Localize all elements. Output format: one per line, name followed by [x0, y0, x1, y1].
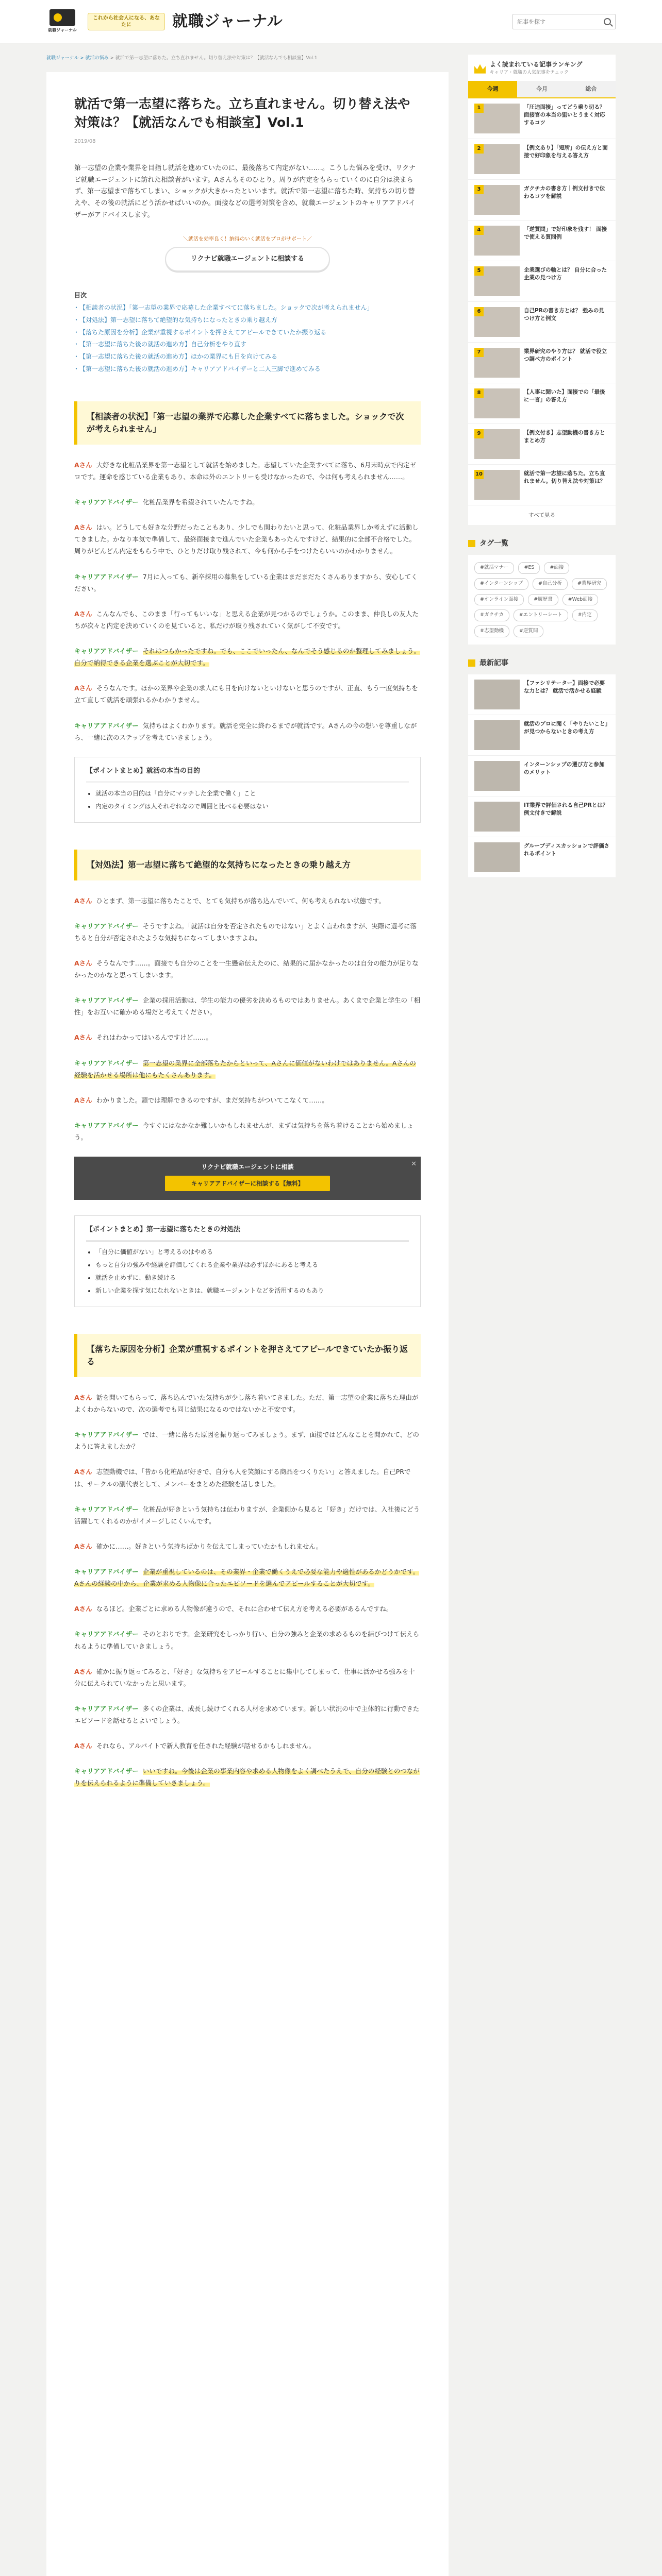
article-thumbnail[interactable] — [474, 104, 520, 133]
speaker-student: Aさん — [74, 1742, 92, 1750]
tag-chip[interactable]: #面接 — [544, 562, 569, 574]
ranking-item[interactable] — [468, 302, 616, 343]
tag-chip[interactable]: #Web面接 — [562, 594, 599, 606]
toc-item[interactable]: ・ 【対処法】第一志望に落ちて絶望的な気持ちになったときの乗り越え方 — [74, 315, 421, 326]
point-item: • もっと自分の強みや経験を評価してくれる企業や業界は必ずほかにあると考える — [95, 1260, 409, 1270]
dialog-line — [74, 994, 421, 1018]
speaker-advisor: キャリアアドバイザー — [74, 1121, 139, 1129]
point-item: • 「自分に価値がない」と考えるのはやめる — [95, 1247, 409, 1258]
breadcrumb — [46, 55, 449, 63]
rank-number: 1 — [474, 104, 484, 113]
speaker-advisor: キャリアアドバイザー — [74, 996, 139, 1005]
ranking-subtitle: キャリア・就職の人気記事をチェック — [490, 70, 569, 75]
dialog-line — [74, 1503, 421, 1527]
dialog-text: そうなんです。ほかの業界や企業の求人にも目を向けないといけないと思うのですが、正直、もう一度気持ちを立て直して就活を頑張れるかわかりません。 — [74, 684, 418, 704]
tag-chip[interactable]: #内定 — [572, 609, 598, 621]
ranking-item[interactable] — [468, 383, 616, 424]
dialog-line — [74, 1740, 421, 1752]
speaker-student: Aさん — [74, 959, 92, 967]
rank-number: 5 — [474, 266, 484, 276]
speaker-advisor: キャリアアドバイザー — [74, 647, 139, 655]
dialog-section-2 — [74, 895, 421, 1144]
new-article-item[interactable] — [468, 715, 616, 756]
article-thumbnail[interactable] — [474, 185, 520, 215]
logo-mark-icon — [49, 9, 75, 26]
cta-note: ＼就活を効率良く！納得のいく就活をプロがサポート／ — [183, 236, 312, 242]
dialog-line — [74, 1666, 421, 1689]
dialog-text: それなら、アルバイトで新人教育を任された経験が話せるかもしれません。 — [96, 1742, 316, 1750]
article-thumbnail[interactable] — [474, 144, 520, 174]
tag-chip[interactable]: #エントリーシート — [514, 609, 568, 621]
point-summary-2 — [74, 1215, 421, 1307]
speaker-advisor: キャリアアドバイザー — [74, 721, 139, 730]
dialog-line — [74, 608, 421, 632]
ranking-list — [468, 98, 616, 505]
dialog-line — [74, 1120, 421, 1143]
square-icon — [468, 540, 475, 547]
speaker-student: Aさん — [74, 1542, 92, 1550]
dialog-line — [74, 1429, 421, 1452]
toc-item[interactable]: ・ 【落ちた原因を分析】企業が重視するポイントを押さえてアピールできていたか振り返る — [74, 328, 421, 338]
rank-number: 2 — [474, 144, 484, 154]
tag-chip[interactable]: #志望動機 — [474, 625, 509, 637]
new-article-item[interactable] — [468, 837, 616, 878]
rank-number: 7 — [474, 348, 484, 357]
rank-number: 9 — [474, 429, 484, 438]
ranking-item-title[interactable]: 【例文付き】志望動機の書き方とまとめ方 — [524, 429, 605, 444]
new-article-item[interactable] — [468, 796, 616, 837]
dialog-line — [74, 459, 421, 483]
tab-monthly[interactable]: 今月 — [517, 81, 566, 97]
dialog-text: 化粧品業界を希望されていたんですね。 — [142, 498, 259, 506]
ranking-tabs — [468, 81, 616, 98]
speaker-student: Aさん — [74, 1033, 92, 1042]
dialog-line — [74, 682, 421, 706]
site-logo[interactable] — [46, 8, 78, 36]
article-lead: 第一志望の企業や業界を目指し就活を進めていたのに、最後落ちて内定がない……。こうした悩みを受け、リクナビ就職エージェントに訪れた相談者がいます。Aさんもそのひとり。周りが内定をもらっていくのに自分は決まらず、第一志望まで落ちてしまい、ショックが大きかったといいます。就活で第一志望に落ちた時、気持ちの切り替えや、その後の就活にどう活かせばいいのか。面接などの選考対策を含め、就職エージェントのキャリアアドバイザーがアドバイスします。 — [74, 164, 416, 219]
new-article-title[interactable]: 就活のプロに聞く「やりたいこと」が見つからないときの考え方 — [524, 721, 608, 735]
ranking-item[interactable] — [468, 343, 616, 383]
dialog-text: こんなんでも、このまま「行ってもいいな」と思える企業が見つかるのでしょうか。このまま、仲良しの友人たちが次々と内定を決めていくのを見ていると、私だけが取り残されていく気がして不安です。 — [74, 609, 419, 630]
rank-number: 10 — [474, 470, 484, 479]
toc-title: 目次 — [74, 292, 87, 299]
dialog-text: それはつらかったですね。でも、ここでいったん、なんでそう感じるのか整理してみましょう。自分で納得できる企業を選ぶことが大切です。 — [74, 647, 421, 667]
dialog-text: 大好きな化粧品業界を第一志望として就活を始めました。志望していた企業すべてに落ち、6月末時点で内定ゼロです。運命を感じている企業もあり、本命は外のエントリーも受けなかったので、今は何も考えられません……。 — [74, 461, 416, 481]
dialog-line — [74, 1392, 421, 1415]
new-article-title[interactable]: 【ファシリテーター】面接で必要な力とは？ 就活で活かせる経験 — [524, 680, 605, 694]
ranking-item-title[interactable]: 「逆質問」で好印象を残す！ 面接で使える質問例 — [524, 226, 607, 240]
new-article-list — [468, 674, 616, 878]
point-item: • 内定のタイミングは人それぞれなので周囲と比べる必要はない — [95, 801, 409, 812]
header-tagline: これから社会人になる、あなたに — [88, 13, 165, 30]
ranking-item-title[interactable]: 【人事に聞いた】面接での「最後に一言」の答え方 — [524, 388, 605, 403]
dialog-text: 7月に入っても、新卒採用の募集をしている企業はまだまだたくさんありますから、安心してください。 — [74, 572, 418, 592]
banner-consult-button[interactable]: キャリアアドバイザーに相談する【無料】 — [165, 1176, 330, 1191]
speaker-student: Aさん — [74, 1096, 92, 1104]
ranking-item-title[interactable]: 就活で第一志望に落ちた。立ち直れません。切り替え法や対策は？ — [524, 470, 606, 484]
toc-item[interactable]: ・ 【第一志望に落ちた後の就活の進め方】自己分析をやり直す — [74, 340, 421, 350]
tag-list — [468, 555, 616, 644]
new-article-title[interactable]: インターンシップの選び方と参加のメリット — [524, 761, 605, 776]
table-of-contents — [74, 290, 421, 375]
tag-chip[interactable]: #ガクチカ — [474, 609, 509, 621]
dialog-text: 化粧品が好きという気持ちは伝わりますが、企業側から見ると「好き」だけでは、入社後にどう活躍してくれるのかがイメージしにくいんです。 — [74, 1505, 420, 1525]
speaker-advisor: キャリアアドバイザー — [74, 1630, 139, 1638]
point-item: • 就活の本当の目的は「自分にマッチした企業で働く」こと — [95, 788, 409, 799]
tag-chip[interactable]: #逆質問 — [514, 625, 543, 637]
dialog-text: 確かに振り返ってみると、「好き」な気持ちをアピールすることに集中してしまって、仕事に活かせる強みを十分に伝えられていなかったと思います。 — [74, 1667, 415, 1687]
speaker-student: Aさん — [74, 1393, 92, 1401]
dialog-line — [74, 1628, 421, 1652]
new-article-item[interactable] — [468, 674, 616, 715]
speaker-advisor: キャリアアドバイザー — [74, 1059, 139, 1067]
point-summary-1 — [74, 757, 421, 823]
tag-chip[interactable]: #ES — [518, 562, 540, 574]
speaker-advisor: キャリアアドバイザー — [74, 1767, 139, 1775]
ranking-item-title[interactable]: ガクチカの書き方｜例文付きで伝わるコツを解説 — [524, 185, 605, 199]
dialog-text: そうですよね。「就活は自分を否定されたものではない」とよく言われますが、実際に選考に落ちると自分が否定されたような気持ちになってしまいますよね。 — [74, 922, 417, 942]
breadcrumb-category[interactable]: > 就活の悩み — [80, 56, 109, 61]
section-heading-coping: 【対処法】第一志望に落ちて絶望的な気持ちになったときの乗り越え方 — [74, 850, 421, 880]
speaker-student: Aさん — [74, 1605, 92, 1613]
tag-chip[interactable]: #就活マナー — [474, 562, 514, 574]
article-thumbnail[interactable] — [474, 761, 520, 791]
dialog-line — [74, 1603, 421, 1615]
dialog-line — [74, 1466, 421, 1489]
dialog-text: 第一志望の業界に全部落ちたからといって、Aさんに価値がないわけではありません。Aさんの経験を活かせる場所は他にもたくさんあります。 — [74, 1059, 416, 1079]
article-thumbnail[interactable] — [474, 720, 520, 750]
dialog-line — [74, 920, 421, 944]
ranking-item-title[interactable]: 企業選びの軸とは？ 自分に合った企業の見つけ方 — [524, 266, 607, 281]
sidebar — [468, 55, 616, 2576]
ranking-item[interactable] — [468, 180, 616, 221]
speaker-student: Aさん — [74, 896, 92, 905]
dialog-section-3 — [74, 1392, 421, 1789]
search-icon[interactable] — [604, 18, 611, 25]
ranking-item[interactable] — [468, 98, 616, 139]
cta-section — [74, 235, 421, 272]
new-articles-heading — [468, 657, 616, 670]
article-thumbnail[interactable] — [474, 470, 520, 500]
new-article-item[interactable] — [468, 756, 616, 796]
dialog-text: 志望動機では、「昔から化粧品が好きで、自分も人を笑顔にする商品をつくりたい」と答えました。自己PRでは、サークルの副代表として、メンバーをまとめた経験を話しました。 — [74, 1468, 411, 1488]
close-icon[interactable]: ✕ — [411, 1160, 417, 1168]
dialog-text: それはわかってはいるんですけど……。 — [96, 1033, 212, 1042]
article-thumbnail[interactable] — [474, 348, 520, 378]
ranking-item[interactable] — [468, 139, 616, 180]
brand-title[interactable]: 就職ジャーナル — [172, 12, 283, 30]
dialog-line — [74, 1031, 421, 1043]
square-icon — [468, 659, 475, 667]
crown-icon — [474, 64, 486, 74]
consult-banner — [74, 1157, 421, 1200]
ranking-title: よく読まれている記事ランキング — [490, 61, 583, 68]
tab-weekly[interactable]: 今週 — [468, 81, 517, 97]
dialog-line — [74, 1765, 421, 1789]
tags-title: タグ一覧 — [479, 539, 508, 548]
dialog-line — [74, 895, 421, 907]
article-thumbnail[interactable] — [474, 680, 520, 709]
dialog-line — [74, 571, 421, 595]
tags-heading — [468, 537, 616, 550]
dialog-text: ひとまず、第一志望に落ちたことで、とても気持ちが落ち込んでいて、何も考えられない状態です。 — [96, 896, 385, 905]
dialog-text: 確かに……。好きという気持ちばかりを伝えてしまっていたかもしれません。 — [96, 1542, 322, 1550]
new-article-title[interactable]: グループディスカッションで評価されるポイント — [524, 843, 610, 857]
speaker-student: Aさん — [74, 1667, 92, 1675]
dialog-section-1 — [74, 459, 421, 743]
toc-item[interactable]: ・ 【第一志望に落ちた後の就活の進め方】ほかの業界にも目を向けてみる — [74, 352, 421, 362]
agent-consult-button[interactable]: リクナビ就職エージェントに相談する — [165, 247, 330, 272]
article-thumbnail[interactable] — [474, 842, 520, 872]
point-item: • 新しい企業を探す気になれないときは、就職エージェントなどを活用するのもあり — [95, 1285, 409, 1296]
ranking-item[interactable] — [468, 424, 616, 465]
dialog-text: 話を聞いてもらって、落ち込んでいた気持ちが少し落ち着いてきました。ただ、第一志望の企業に落ちた理由がよくわからないので、次の選考でも同じ結果になるのではないかと不安です。 — [74, 1393, 419, 1414]
site-header — [0, 0, 662, 43]
section-heading-analysis: 【落ちた原因を分析】企業が重視するポイントを押さえてアピールできていたか振り返る — [74, 1334, 421, 1377]
new-title: 最新記事 — [479, 658, 508, 667]
new-article-title[interactable]: IT業界で評価される自己PRとは？ 例文付きで解説 — [524, 802, 608, 817]
dialog-line — [74, 1057, 421, 1081]
point-title: 【ポイントまとめ】就活の本当の目的 — [86, 766, 409, 783]
speaker-advisor: キャリアアドバイザー — [74, 1704, 139, 1713]
speaker-advisor: キャリアアドバイザー — [74, 1431, 139, 1439]
article-body — [46, 72, 449, 2576]
dialog-line — [74, 957, 421, 981]
banner-title: リクナビ就職エージェントに相談 — [201, 1163, 294, 1171]
dialog-line — [74, 1094, 421, 1106]
rank-number: 3 — [474, 185, 484, 194]
ranking-item-title[interactable]: 自己PRの書き方とは？ 強みの見つけ方と例文 — [524, 307, 604, 321]
dialog-text: そのとおりです。企業研究をしっかり行い、自分の強みと企業の求めるものを結びつけて伝えられるように準備していきましょう。 — [74, 1630, 420, 1650]
rank-number: 4 — [474, 226, 484, 235]
breadcrumb-current: > 就活で第一志望に落ちた。立ち直れません。切り替え法や対策は？【就活なんでも相談室】Vol.1 — [110, 56, 318, 61]
tag-chip[interactable]: #オンライン面接 — [474, 594, 524, 606]
dialog-line — [74, 720, 421, 743]
dialog-text: そうなんです……。面接でも自分のことを一生懸命伝えたのに、結果的に届かなかったのは自分の能力が足りなかったのかなと思ってしまいます。 — [74, 959, 419, 979]
dialog-text: 気持ちはよくわかります。就活を完全に終わるまでが就活です。Aさんの今の想いを尊重しながら、一緒に次のステップを考えていきましょう。 — [74, 721, 417, 741]
dialog-line — [74, 496, 421, 508]
article-thumbnail[interactable] — [474, 266, 520, 296]
ranking-item-title[interactable]: 【例文あり】「短所」の伝え方と面接で好印象を与える答え方 — [524, 144, 608, 159]
speaker-student: Aさん — [74, 609, 92, 618]
toc-item[interactable]: ・ 【相談者の状況】「第一志望の業界で応募した企業すべてに落ちました。ショックで次が考えられません」 — [74, 303, 421, 313]
dialog-text: はい。どうしても好きな分野だったこともあり、少しでも関わりたいと思って、化粧品業界しか考えずに活動してきました。かなり本気で準備して、最終面接まで進んでいた企業もあったんですけど、結果的に全部不合格でした。周りがどんどん内定をもらう中で、ひとりだけ取り残されて、今も何から手をつけたらいいのかわかりません。 — [74, 523, 419, 555]
speaker-advisor: キャリアアドバイザー — [74, 1568, 139, 1576]
article-thumbnail[interactable] — [474, 307, 520, 337]
article-thumbnail[interactable] — [474, 226, 520, 256]
dialog-text: 多くの企業は、成長し続けてくれる人材を求めています。新しい状況の中で主体的に行動できたエピソードを話せるとよいでしょう。 — [74, 1704, 420, 1725]
page-title: 就活で第一志望に落ちた。立ち直れません。切り替え法や対策は？【就活なんでも相談室】Vol.1 — [74, 96, 410, 130]
ranking-item-title[interactable]: 「圧迫面接」ってどう乗り切る？ 面接官の本当の狙いとうまく対応するコツ — [524, 104, 605, 126]
article-date: 2019/08 — [74, 139, 96, 145]
toc-item[interactable]: ・ 【第一志望に落ちた後の就活の進め方】キャリアアドバイザーと二人三脚で進めてみる — [74, 364, 421, 375]
article-thumbnail[interactable] — [474, 802, 520, 832]
dialog-line — [74, 645, 421, 669]
speaker-advisor: キャリアアドバイザー — [74, 572, 139, 581]
speaker-advisor: キャリアアドバイザー — [74, 922, 139, 930]
see-all-link[interactable]: すべて見る — [528, 512, 556, 518]
dialog-line — [74, 1540, 421, 1552]
tag-chip[interactable]: #業界研究 — [572, 578, 607, 590]
point-item: • 就活を止めずに、動き続ける — [95, 1273, 409, 1283]
ranking-widget — [468, 55, 616, 525]
tag-chip[interactable]: #自己分析 — [533, 578, 568, 590]
dialog-line — [74, 1703, 421, 1726]
speaker-student: Aさん — [74, 1468, 92, 1476]
dialog-text: わかりました。頭では理解できるのですが、まだ気持ちがついてこなくて……。 — [96, 1096, 328, 1104]
tag-chip[interactable]: #履歴書 — [528, 594, 558, 606]
dialog-text: 今すぐにはなかなか難しいかもしれませんが、まずは気持ちを落ち着けることから始めましょう。 — [74, 1121, 413, 1142]
speaker-student: Aさん — [74, 523, 92, 532]
speaker-student: Aさん — [74, 461, 92, 469]
dialog-text: いいですね。今後は企業の事業内容や求める人物像をよく調べたうえで、自分の経験とのつながりを伝えられるように準備していきましょう。 — [74, 1767, 420, 1787]
ranking-item[interactable] — [468, 465, 616, 505]
ranking-item-title[interactable]: 業界研究のやり方は？ 就活で役立つ調べ方のポイント — [524, 348, 607, 362]
dialog-text: 企業が重視しているのは、その業界・企業で働くうえで必要な能力や適性があるかどうかです。Aさんの経験の中から、企業が求める人物像に合ったエピソードを選んでアピールすることが大切です。 — [74, 1568, 420, 1588]
logo-text: 就職ジャーナル — [48, 28, 77, 32]
ranking-item[interactable] — [468, 261, 616, 302]
search-box[interactable] — [512, 14, 616, 29]
ranking-item[interactable] — [468, 221, 616, 261]
tag-chip[interactable]: #インターンシップ — [474, 578, 528, 590]
rank-number: 6 — [474, 307, 484, 316]
search-input[interactable] — [517, 19, 604, 25]
point-title: 【ポイントまとめ】第一志望に落ちたときの対処法 — [86, 1224, 409, 1242]
rank-number: 8 — [474, 388, 484, 398]
speaker-advisor: キャリアアドバイザー — [74, 498, 139, 506]
dialog-text: 企業の採用活動は、学生の能力の優劣を決めるものではありません。あくまで企業と学生の「相性」をお互いに確かめる場だと考えてください。 — [74, 996, 421, 1016]
article-thumbnail[interactable] — [474, 388, 520, 418]
speaker-student: Aさん — [74, 684, 92, 692]
article-thumbnail[interactable] — [474, 429, 520, 459]
speaker-advisor: キャリアアドバイザー — [74, 1505, 139, 1513]
dialog-line — [74, 521, 421, 557]
dialog-line — [74, 1566, 421, 1589]
breadcrumb-home[interactable]: 就職ジャーナル — [46, 56, 79, 61]
tab-overall[interactable]: 総合 — [567, 81, 616, 97]
dialog-text: では、一緒に落ちた原因を振り返ってみましょう。まず、面接ではどんなことを聞かれて、どのように答えましたか？ — [74, 1431, 420, 1451]
dialog-text: なるほど。企業ごとに求める人物像が違うので、それに合わせて伝え方を考える必要があるんですね。 — [96, 1605, 393, 1613]
section-heading-situation: 【相談者の状況】「第一志望の業界で応募した企業すべてに落ちました。ショックで次が考えられません」 — [74, 401, 421, 445]
